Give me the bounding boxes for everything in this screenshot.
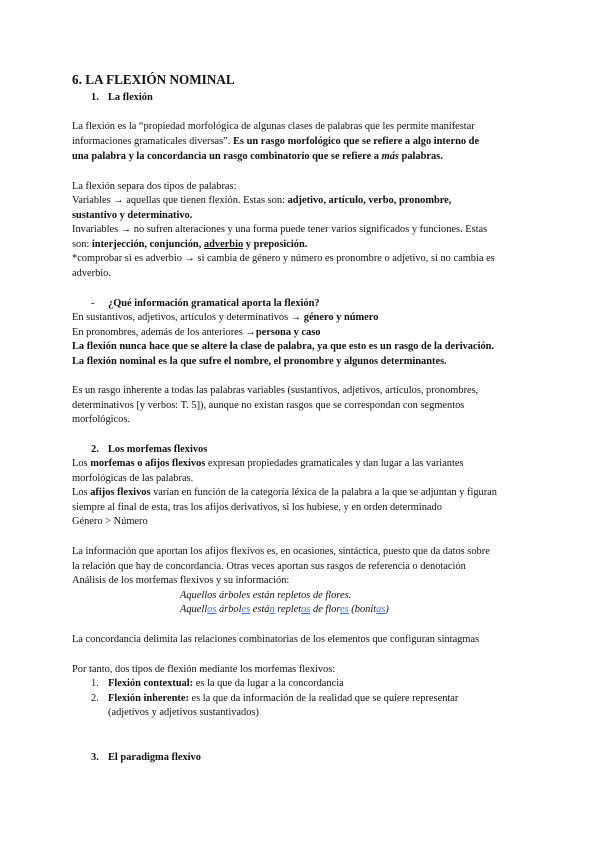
morpheme: as: [376, 604, 386, 615]
paragraph-line: En sustantivos, adjetivos, artículos y determinativos → género y número: [72, 312, 379, 323]
paragraph-line: siempre al final de esta, tras los afijos derivativos, si los hubiese, y en orden determinado: [72, 502, 442, 513]
paragraph-line: La flexión nunca hace que se altere la clase de palabra, ya que esto es un rasgo de la derivación.: [72, 341, 495, 352]
list-number: 1.: [91, 678, 99, 689]
paragraph-line: sustantivo y determinativo.: [72, 210, 193, 221]
paragraph-line: La flexión nominal es la que sufre el nombre, el pronombre y algunos determinantes.: [72, 356, 447, 367]
heading-2-number: 2.: [91, 444, 99, 455]
paragraph-line: *comprobar si es adverbio → si cambia de género y número es pronombre o adjetivo, si no cambia es: [72, 253, 495, 264]
section-title: 6. LA FLEXIÓN NOMINAL: [72, 72, 235, 87]
morpheme: es: [340, 604, 349, 615]
list-number: 2.: [91, 693, 99, 704]
list-item-continuation: (adjetivos y adjetivos sustantivados): [108, 707, 259, 718]
paragraph-line: determinativos [y verbos: T. 5]), aunque no existan rasgos que se correspondan con segmentos: [72, 400, 465, 411]
morpheme: es: [241, 604, 251, 615]
heading-1-number: 1.: [91, 92, 99, 103]
example-analysis: Aquellos árboles están repletos de flores (bonitas): [180, 604, 389, 615]
paragraph-line: La concordancia delimita las relaciones combinatorias de los elementos que configuran sintagmas: [72, 634, 480, 645]
paragraph-line: La información que aportan los afijos flexivos es, en ocasiones, sintáctica, puesto que da datos sobre: [72, 546, 490, 557]
paragraph-line: Género > Número: [72, 516, 148, 527]
paragraph-line: La flexión es la “propiedad morfológica de algunas clases de palabras que les permite manifestar: [72, 121, 475, 132]
paragraph-line: una palabra y la concordancia un rasgo combinatorio que se refiere a más palabras.: [72, 151, 443, 162]
question-heading: ¿Qué información gramatical aporta la flexión?: [108, 298, 320, 309]
paragraph-line: Análisis de los morfemas flexivos y su información:: [72, 575, 290, 586]
paragraph-line: Los morfemas o afijos flexivos expresan propiedades gramaticales y dan lugar a las variantes: [72, 458, 464, 469]
morpheme: os: [207, 604, 217, 615]
example-sentence: Aquellos árboles están repletos de flores.: [180, 590, 352, 601]
paragraph-line: la relación que hay de concordancia. Otras veces aportan sus rasgos de referencia o denotación: [72, 561, 466, 572]
heading-1: La flexión: [108, 92, 153, 103]
heading-3-number: 3.: [91, 752, 99, 763]
paragraph-line: En pronombres, además de los anteriores →persona y caso: [72, 327, 321, 338]
list-item: Flexión inherente: es la que da información de la realidad que se quiere representar: [108, 693, 459, 704]
bullet-dash: -: [91, 298, 95, 309]
paragraph-line: Por tanto, dos tipos de flexión mediante los morfemas flexivos:: [72, 664, 336, 675]
paragraph-line: son: interjección, conjunción, adverbio y preposición.: [72, 239, 308, 250]
list-item: Flexión contextual: es la que da lugar a la concordancia: [108, 678, 344, 689]
paragraph-line: morfológicos.: [72, 414, 131, 425]
paragraph-line: Invariables → no sufren alteraciones y una forma puede tener varios significados y funciones. Estas: [72, 224, 488, 235]
paragraph-line: Es un rasgo inherente a todas las palabras variables (sustantivos, adjetivos, artículos, pronombres,: [72, 385, 479, 396]
paragraph-line: adverbio.: [72, 268, 111, 279]
paragraph-line: informaciones gramaticales diversas”. Es un rasgo morfológico que se refiere a algo interno de: [72, 136, 480, 147]
paragraph-line: Variables → aquellas que tienen flexión. Estas son: adjetivo, artículo, verbo, pronombre,: [72, 195, 452, 206]
paragraph-line: Los afijos flexivos varían en función de la categoría léxica de la palabra a la que se adjuntan y figuran: [72, 487, 497, 498]
heading-3: El paradigma flexivo: [108, 752, 201, 763]
morpheme: os: [301, 604, 311, 615]
morpheme: n: [269, 604, 275, 615]
paragraph-line: La flexión separa dos tipos de palabras:: [72, 181, 237, 192]
heading-2: Los morfemas flexivos: [108, 444, 208, 455]
paragraph-line: morfológicas de las palabras.: [72, 473, 194, 484]
